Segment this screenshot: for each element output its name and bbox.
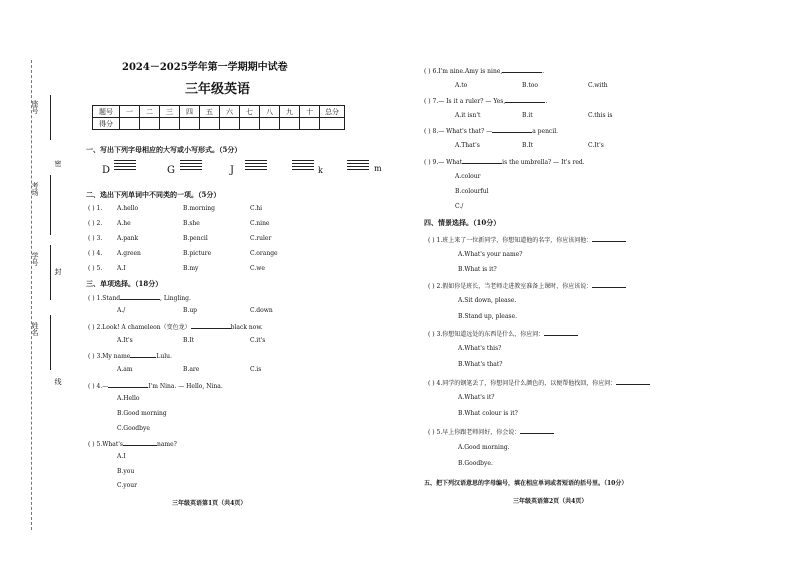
s4-q1-b[interactable]: B.What is it? <box>458 266 497 273</box>
score-header-cell: 四 <box>180 106 200 118</box>
s4-q3-stem <box>428 329 578 338</box>
exam-room-label: 考场 <box>31 182 39 196</box>
score-table-header-row <box>93 106 345 118</box>
s2-q4-c[interactable]: C.orange <box>250 250 278 257</box>
score-cell[interactable] <box>140 118 160 130</box>
score-header-cell: 七 <box>240 106 260 118</box>
s3-q2-a[interactable]: A.It's <box>117 337 133 344</box>
student-id-label: 学号 <box>31 252 39 266</box>
s3-q2-stem <box>88 322 263 331</box>
s4-q4-stem <box>428 378 650 387</box>
score-cell[interactable] <box>160 118 180 130</box>
score-table <box>92 105 345 130</box>
s3-q4-stem <box>88 381 223 390</box>
seal-char-feng: 封 <box>54 268 62 275</box>
s3-q9-num: ( ) 9. <box>424 159 439 166</box>
s3-q3-post: Lulu. <box>156 353 172 360</box>
section4-title: 四、情景选择。（10分） <box>424 218 501 227</box>
s3-q3-stem <box>88 351 172 360</box>
s4-q3-a[interactable]: A.What's this? <box>458 345 502 352</box>
score-header-cell: 八 <box>260 106 280 118</box>
s4-q2-b[interactable]: B.Stand up, please. <box>458 313 517 320</box>
letter-d: D <box>102 165 111 176</box>
seal-char-xian: 线 <box>54 378 62 385</box>
s4-q3-text: 你想知道远处的东西是什么，你应问： <box>442 331 545 338</box>
s3-q8-pre: — What's that? — <box>438 128 493 135</box>
s3-q1-a[interactable]: A./ <box>117 307 126 314</box>
s3-q8-b[interactable]: B.It <box>522 142 534 149</box>
s4-q5-b[interactable]: B.Goodbye. <box>458 460 493 467</box>
seat-line <box>50 95 51 140</box>
s4-q2-blank[interactable] <box>592 281 626 288</box>
s3-q1-c[interactable]: C.down <box>250 307 273 314</box>
score-cell[interactable] <box>280 118 300 130</box>
s3-q5-stem <box>88 439 177 448</box>
s3-q6-num: ( ) 6. <box>424 68 439 75</box>
s3-q4-blank[interactable] <box>108 381 148 388</box>
score-row-label: 得分 <box>93 118 120 130</box>
s3-q7-pre: — Is it a ruler? — Yes, <box>438 98 506 105</box>
letter-g: G <box>167 165 175 176</box>
s3-q6-blank[interactable] <box>502 66 545 75</box>
score-header-cell: 五 <box>200 106 220 118</box>
s3-q5-c[interactable]: C.your <box>117 482 138 489</box>
s3-q8-c[interactable]: C.It's <box>588 142 604 149</box>
s3-q5-a[interactable]: A.I <box>117 453 126 460</box>
s3-q3-blank[interactable] <box>130 351 156 358</box>
s4-q2-a[interactable]: A.Sit down, please. <box>458 297 517 304</box>
s4-q2-text: 假如你是班长，当老师走进教室准备上课时，你应该说： <box>442 283 593 290</box>
student-id-line <box>50 245 51 300</box>
score-table-score-row <box>93 118 345 130</box>
s4-q3-b[interactable]: B.What's that? <box>458 361 503 368</box>
score-cell[interactable] <box>200 118 220 130</box>
left-page-footer: 三年级英语第1页（共4页） <box>172 500 247 507</box>
s3-q5-num: ( ) 5. <box>88 441 103 448</box>
s4-q4-text: 同学的钢笔丢了，你想问是什么颜色的，以便帮他找回，你应问： <box>442 380 617 387</box>
writing-lines[interactable] <box>245 160 267 171</box>
s4-q1-blank[interactable] <box>592 235 626 242</box>
score-cell[interactable] <box>300 118 320 130</box>
s4-q5-blank[interactable] <box>520 427 554 434</box>
score-header-cell: 十 <box>300 106 320 118</box>
s3-q2-c[interactable]: C.it's <box>250 337 266 344</box>
letter-m: m <box>374 164 382 173</box>
score-cell[interactable] <box>180 118 200 130</box>
s3-q3-c[interactable]: C.is <box>250 366 262 373</box>
s2-q1-a[interactable]: A.hello <box>117 205 139 212</box>
exam-room-line <box>50 175 51 235</box>
section5-title: 五、把下列汉语意思的字母编号，填在相应单词或者短语的括号里。（10分） <box>424 480 628 487</box>
s2-q1-b[interactable]: B.morning <box>183 205 215 212</box>
s3-q9-b[interactable]: B.colourful <box>455 188 489 195</box>
s2-q4-b[interactable]: B.picture <box>183 250 212 257</box>
score-cell[interactable] <box>120 118 140 130</box>
s4-q5-a[interactable]: A.Good morning. <box>458 444 510 451</box>
s2-q5-b[interactable]: B.my <box>183 265 199 272</box>
s2-q5-num: ( ) 5. <box>88 265 103 272</box>
s4-q4-a[interactable]: A.What's it? <box>458 394 495 401</box>
binding-dash-line <box>31 60 32 530</box>
s3-q7-stem <box>424 96 547 105</box>
s4-q2-stem <box>428 281 626 290</box>
s3-q2-blank[interactable] <box>191 322 231 329</box>
s4-q4-blank[interactable] <box>616 378 650 385</box>
s2-q1-num: ( ) 1. <box>88 205 103 212</box>
s3-q9-pre: — What <box>438 159 463 166</box>
s2-q5-a[interactable]: A.I <box>117 265 126 272</box>
letter-k: k <box>318 166 323 175</box>
writing-lines[interactable] <box>347 160 369 171</box>
s3-q2-post: black now. <box>230 324 263 331</box>
subject-title: 三年级英语 <box>185 82 251 97</box>
score-header-cell: 题号 <box>93 106 120 118</box>
s3-q5-post: name? <box>156 441 177 448</box>
s4-q3-blank[interactable] <box>544 329 578 336</box>
s4-q5-stem <box>428 427 554 436</box>
score-header-cell: 二 <box>140 106 160 118</box>
s4-q2-num: ( ) 2. <box>428 283 443 290</box>
s3-q1-num: ( ) 1. <box>88 295 103 302</box>
s4-q1-a[interactable]: A.What's your name? <box>458 251 523 258</box>
s3-q3-a[interactable]: A.am <box>117 366 133 373</box>
s3-q8-a[interactable]: A.That's <box>455 142 480 149</box>
s3-q4-b[interactable]: B.Good morning <box>117 410 167 417</box>
s2-q3-c[interactable]: C.ruler <box>250 235 272 242</box>
score-cell[interactable] <box>220 118 240 130</box>
s3-q6-stem <box>424 66 544 75</box>
seat-label: 座号 <box>31 100 39 114</box>
s3-q9-a[interactable]: A.colour <box>455 173 481 180</box>
s3-q7-a[interactable]: A.it isn't <box>455 112 481 119</box>
s3-q5-blank[interactable] <box>123 439 157 446</box>
s4-q1-num: ( ) 1. <box>428 237 443 244</box>
s3-q7-c[interactable]: C.this is <box>588 112 613 119</box>
s3-q3-num: ( ) 3. <box>88 353 103 360</box>
s3-q3-pre: My name <box>102 353 131 360</box>
s3-q6-c[interactable]: C.with <box>588 82 608 89</box>
s3-q2-pre: Look! A chameleon（变色龙） <box>102 324 191 331</box>
s3-q4-c[interactable]: C.Goodbye <box>117 425 150 432</box>
s3-q7-blank[interactable] <box>505 96 548 105</box>
section3-title: 三、单项选择。（18分） <box>86 279 163 288</box>
s3-q8-blank[interactable] <box>492 126 532 133</box>
s3-q9-post: is the umbrella? — It's red. <box>502 159 585 166</box>
name-line <box>50 315 51 370</box>
s3-q8-num: ( ) 8. <box>424 128 439 135</box>
s3-q8-stem <box>424 126 558 135</box>
s3-q6-pre: I'm nine.Amy is nine, <box>438 68 503 75</box>
s2-q3-a[interactable]: A.pank <box>117 235 139 242</box>
section2-title: 二、选出下列单词中不同类的一项。（5分） <box>86 190 221 199</box>
s3-q9-blank[interactable] <box>462 157 502 164</box>
s2-q3-num: ( ) 3. <box>88 235 103 242</box>
score-header-cell: 一 <box>120 106 140 118</box>
s4-q3-num: ( ) 3. <box>428 331 443 338</box>
score-cell[interactable] <box>240 118 260 130</box>
s2-q3-b[interactable]: B.pencil <box>183 235 208 242</box>
s3-q3-b[interactable]: B.are <box>183 366 200 373</box>
s4-q4-num: ( ) 4. <box>428 380 443 387</box>
writing-lines[interactable] <box>292 160 314 171</box>
score-cell[interactable] <box>260 118 280 130</box>
score-header-cell: 六 <box>220 106 240 118</box>
exam-title: 2024－2025学年第一学期期中试卷 <box>122 62 288 73</box>
s2-q2-b[interactable]: B.she <box>183 220 200 227</box>
s3-q9-c[interactable]: C./ <box>455 203 464 210</box>
s2-q2-c[interactable]: C.nine <box>250 220 270 227</box>
s3-q4-num: ( ) 4. <box>88 383 103 390</box>
score-cell[interactable] <box>320 118 345 130</box>
s3-q9-stem <box>424 157 585 166</box>
s3-q6-post: . <box>542 68 545 75</box>
s3-q7-num: ( ) 7. <box>424 98 439 105</box>
s2-q4-a[interactable]: A.green <box>117 250 141 257</box>
s4-q5-text: 早上你跟老师问好，你会说： <box>442 429 521 436</box>
s4-q5-num: ( ) 5. <box>428 429 443 436</box>
s3-q4-post: I'm Nina. — Hello, Nina. <box>148 383 223 390</box>
seal-char-mi: 密 <box>54 160 62 167</box>
score-header-cell: 三 <box>160 106 180 118</box>
s3-q7-b[interactable]: B.it <box>522 112 533 119</box>
s3-q1-pre: Stand <box>102 295 121 302</box>
s3-q2-b[interactable]: B.It <box>183 337 195 344</box>
letter-j: J <box>230 165 235 176</box>
s2-q2-a[interactable]: A.he <box>117 220 131 227</box>
s3-q6-b[interactable]: B.too <box>522 82 538 89</box>
writing-lines[interactable] <box>180 160 202 171</box>
s3-q5-pre: What's <box>102 441 123 448</box>
s3-q6-a[interactable]: A.to <box>455 82 468 89</box>
s2-q2-num: ( ) 2. <box>88 220 103 227</box>
s3-q5-b[interactable]: B.you <box>117 468 135 475</box>
section1-title: 一、写出下列字母相应的大写或小写形式。（5分） <box>86 145 242 154</box>
right-page-footer: 三年级英语第2页（共4页） <box>513 498 588 505</box>
s3-q4-pre: — <box>102 383 109 390</box>
name-label: 姓名 <box>31 322 39 336</box>
s3-q7-post: . <box>545 98 548 105</box>
s4-q1-stem <box>428 235 626 244</box>
s3-q8-post: a pencil. <box>532 128 559 135</box>
score-header-cell: 九 <box>280 106 300 118</box>
s3-q1-blank[interactable] <box>120 293 160 300</box>
s3-q1-stem <box>88 293 191 302</box>
score-header-cell: 总分 <box>320 106 345 118</box>
s3-q2-num: ( ) 2. <box>88 324 103 331</box>
writing-lines[interactable] <box>114 160 136 171</box>
s4-q4-b[interactable]: B.What colour is it? <box>458 410 518 417</box>
s4-q1-text: 班上来了一位新同学，你想知道他的名字，你应该问他： <box>442 237 593 244</box>
s3-q4-a[interactable]: A.Hello <box>117 395 140 402</box>
s2-q5-c[interactable]: C.we <box>250 265 265 272</box>
s2-q1-c[interactable]: C.hi <box>250 205 263 212</box>
s3-q1-post: , Lingling. <box>160 295 191 302</box>
s2-q4-num: ( ) 4. <box>88 250 103 257</box>
s3-q1-b[interactable]: B.up <box>183 307 198 314</box>
